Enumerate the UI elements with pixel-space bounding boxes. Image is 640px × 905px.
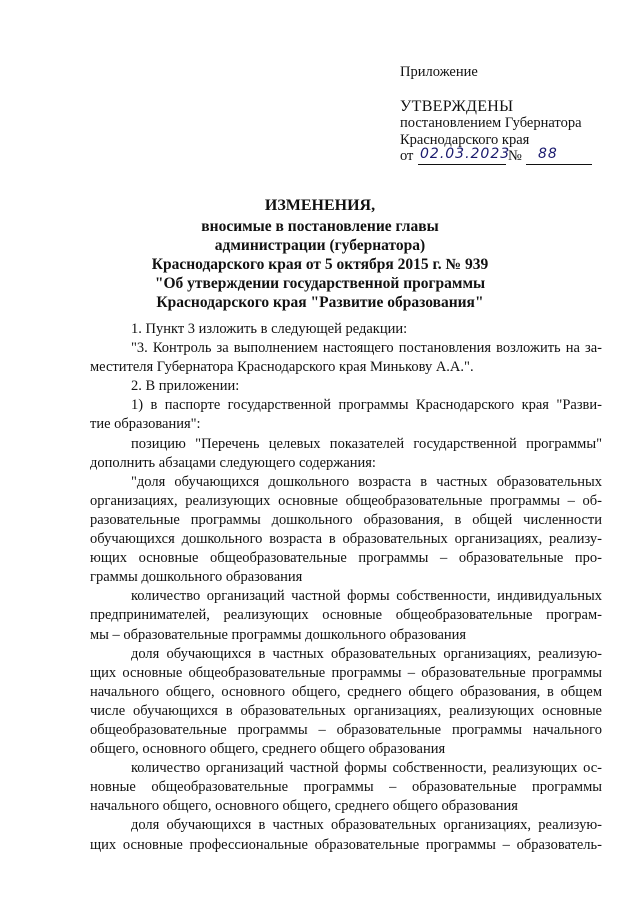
title-line: Краснодарского края от 5 октября 2015 г. № 939: [151, 256, 489, 273]
approved-heading: УТВЕРЖДЕНЫ: [400, 98, 514, 115]
document-body: [90, 320, 602, 855]
handwritten-number: 88: [538, 146, 558, 162]
body-line: новные общеобразовательные программы – образовательные программы: [90, 779, 602, 796]
body-line: начального общего, основного общего, среднего общего образования, в общем: [90, 683, 602, 700]
body-line: 1) в паспорте государственной программы Краснодарского края "Разви-: [131, 397, 602, 414]
title-line: администрации (губернатора): [214, 237, 426, 254]
body-line: числе обучающихся в образовательных организациях, реализующих основные: [90, 702, 602, 719]
body-line: щих основные профессиональные образовательные программы – образователь-: [90, 836, 602, 853]
body-line: общего, основного общего, среднего общего образования: [90, 741, 446, 758]
body-line: позицию "Перечень целевых показателей государственной программы": [131, 435, 602, 452]
body-line: 2. В приложении:: [131, 378, 240, 395]
document-title: [0, 196, 640, 312]
title-main: ИЗМЕНЕНИЯ,: [264, 197, 376, 214]
body-line: организациях, реализующих основные общеобразовательные программы – об-: [90, 492, 602, 509]
appendix-label: Приложение: [400, 64, 478, 80]
title-line: Краснодарского края "Развитие образования": [156, 294, 484, 311]
body-line: местителя Губернатора Краснодарского края Минькову А.А.".: [90, 359, 474, 376]
body-line: доля обучающихся в частных образовательных организациях, реализую-: [131, 645, 602, 662]
body-line: дополнить абзацами следующего содержания:: [90, 454, 376, 471]
handwritten-date: 02.03.2023: [420, 146, 511, 162]
approval-date-line: [400, 146, 600, 168]
body-line: начального общего, основного общего, среднего общего образования: [90, 798, 518, 815]
body-line: обучающихся дошкольного возраста в образовательных организациях, реализу-: [90, 531, 602, 548]
body-line: "3. Контроль за выполнением настоящего постановления возложить на за-: [131, 340, 602, 357]
number-sign: №: [508, 148, 522, 164]
date-underline: [418, 164, 506, 165]
body-line: 1. Пункт 3 изложить в следующей редакции:: [131, 321, 408, 337]
body-line: доля обучающихся в частных образовательных организациях, реализую-: [131, 817, 602, 834]
title-line: вносимые в постановление главы: [201, 218, 439, 235]
body-line: разовательные программы дошкольного образования, в общей численности: [90, 511, 602, 528]
date-prefix: от: [400, 148, 414, 164]
body-line: "доля обучающихся дошкольного возраста в частных образовательных: [131, 473, 602, 490]
body-line: мы – образовательные программы дошкольного образования: [90, 626, 467, 643]
body-line: количество организаций частной формы собственности, индивидуальных: [131, 588, 602, 605]
number-underline: [526, 164, 592, 165]
approved-by-line-1: постановлением Губернатора: [400, 115, 582, 131]
body-line: ющих основные общеобразовательные программы – образовательные про-: [90, 550, 602, 567]
body-line: предпринимателей, реализующих основные общеобразовательные програм-: [90, 607, 602, 624]
body-line: граммы дошкольного образования: [90, 569, 303, 586]
body-line: тие образования":: [90, 416, 201, 433]
title-line: "Об утверждении государственной программы: [154, 275, 486, 292]
approved-by-line-2: Краснодарского края: [400, 132, 530, 148]
body-line: щих основные общеобразовательные программы – образовательные программы: [90, 664, 602, 681]
body-line: количество организаций частной формы собственности, реализующих ос-: [131, 760, 602, 777]
body-line: общеобразовательные программы – образовательные программы начального: [90, 721, 602, 738]
